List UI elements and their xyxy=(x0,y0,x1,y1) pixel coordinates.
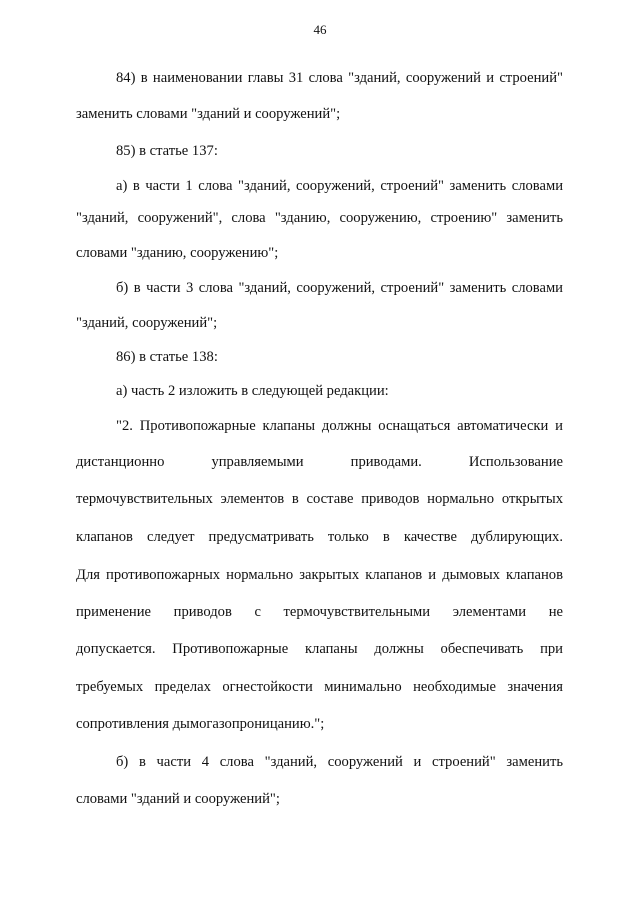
text-line: словами "зданий и сооружений"; xyxy=(76,791,280,807)
text-line: требуемых пределах огнестойкости минимально необходимые значения xyxy=(76,679,563,695)
text-line: Для противопожарных нормально закрытых клапанов и дымовых клапанов xyxy=(76,567,563,583)
text-line: а) в части 1 слова "зданий, сооружений, строений" заменить словами xyxy=(116,178,563,194)
text-line: дистанционно управляемыми приводами. Использование xyxy=(76,454,563,470)
text-line: словами "зданию, сооружению"; xyxy=(76,245,279,261)
text-line: 86) в статье 138: xyxy=(116,349,218,365)
text-line: сопротивления дымогазопроницанию."; xyxy=(76,716,325,732)
text-line: термочувствительных элементов в составе приводов нормально открытых xyxy=(76,491,563,507)
text-line: а) часть 2 изложить в следующей редакции: xyxy=(116,383,389,399)
text-line: допускается. Противопожарные клапаны должны обеспечивать при xyxy=(76,641,563,657)
text-line: "2. Противопожарные клапаны должны оснащаться автоматически и xyxy=(116,418,563,434)
text-line: 85) в статье 137: xyxy=(116,143,218,159)
text-line: клапанов следует предусматривать только в качестве дублирующих. xyxy=(76,529,563,545)
page-number: 46 xyxy=(313,22,327,37)
text-line: "зданий, сооружений"; xyxy=(76,315,218,331)
text-line: б) в части 3 слова "зданий, сооружений, строений" заменить словами xyxy=(116,280,563,296)
text-line: 84) в наименовании главы 31 слова "зданий, сооружений и строений" xyxy=(116,70,563,86)
text-line: б) в части 4 слова "зданий, сооружений и строений" заменить xyxy=(116,754,563,770)
text-line: "зданий, сооружений", слова "зданию, сооружению, строению" заменить xyxy=(76,210,563,226)
text-line: заменить словами "зданий и сооружений"; xyxy=(76,106,341,122)
text-line: применение приводов с термочувствительными элементами не xyxy=(76,604,563,620)
